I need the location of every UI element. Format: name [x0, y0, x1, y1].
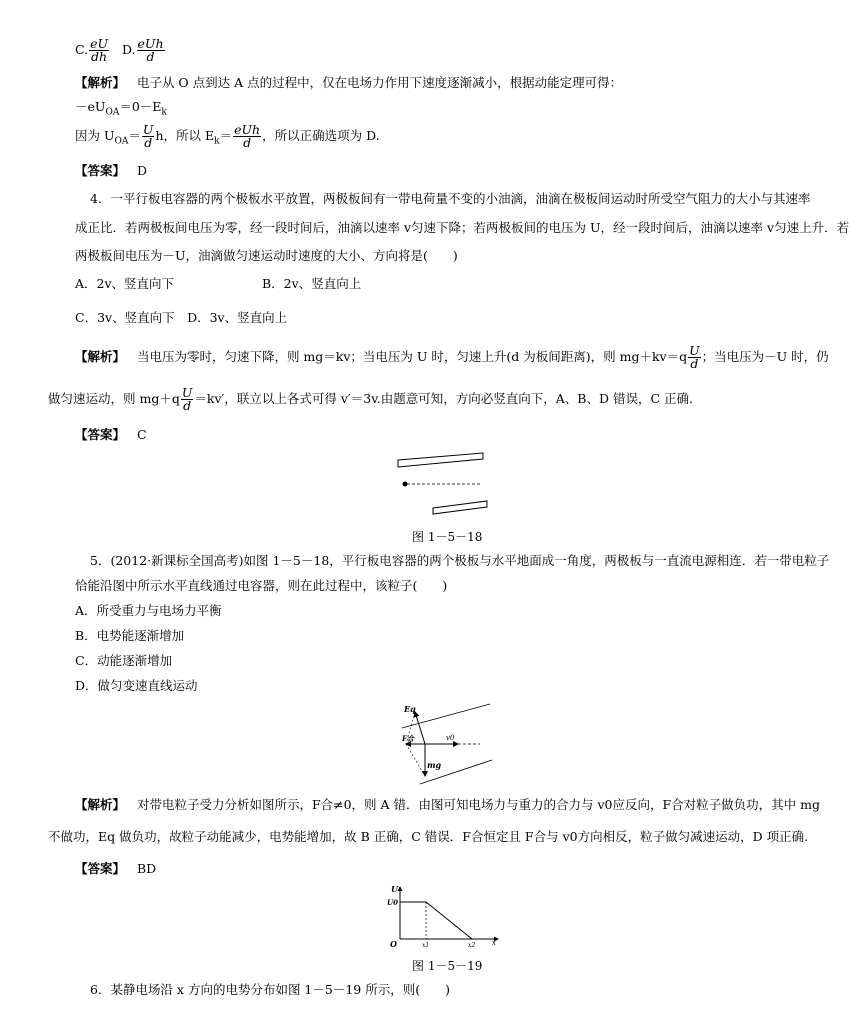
q4-analysis-line1: 【解析】 当电压为零时，匀速下降，则 mg＝kv；当电压为 U 时，匀速上升(d 为板间距离)，则 mg＋kv＝q $\frac{U}{d}$ ；当电压为－U 时，仍	[75, 343, 829, 371]
u-axis-label: U	[391, 884, 398, 894]
figure-1-5-19	[386, 884, 506, 949]
q3-analysis-line3: 因为 $U_{OA}=$ $\frac{U}{d}$ h，所以 $E_k=$ $\frac{\text{eUh}}{d}$ ，所以正确选项为 D.	[75, 122, 380, 150]
upper-plate	[398, 453, 483, 467]
analysis-text: 电子从 O 点到达 A 点的过程中，仅在电场力作用下速度逐渐减小，根据动能定理可得：	[136, 75, 623, 90]
q4-option-cd: C．3v、竖直向下 D．3v、竖直向上	[75, 310, 288, 325]
q3-options	[75, 38, 166, 63]
q5-option-d: D．做匀变速直线运动	[75, 678, 198, 693]
lower-plate	[433, 501, 487, 514]
eq-label: Eq	[404, 704, 416, 714]
q4-answer: 【答案】 C	[75, 427, 147, 442]
x1-label: x1	[422, 942, 430, 949]
particle-dot	[403, 482, 408, 487]
option-c-label: C.	[75, 42, 89, 57]
figure-1-5-19-caption: 图 1－5－19	[412, 959, 483, 973]
q5-line2: 恰能沿图中所示水平直线通过电容器，则在此过程中，该粒子( )	[75, 578, 448, 593]
figure-1-5-18	[395, 450, 495, 520]
q3-answer: 【答案】 D	[75, 163, 147, 178]
option-d-fraction: $\frac{\text{eUh}}{d}$	[137, 36, 164, 64]
q5-analysis-line1: 【解析】 对带电粒子受力分析如图所示，F合≠0，则 A 错．由图可知电场力与重力的合力与 v0应反向，F合对粒子做负功，其中 mg	[75, 797, 821, 812]
q4-line1: 4．一平行板电容器的两个极板水平放置，两极板间有一带电荷量不变的小油滴，油滴在极板间运动时所受空气阻力的大小与其速率	[90, 191, 811, 206]
q4-option-a: A．2v、竖直向下	[75, 276, 175, 291]
q3-analysis-eq: $-eU_{OA}=0-E_k$	[75, 99, 167, 118]
q5-analysis-line2: 不做功，Eq 做负功，故粒子动能减少，电势能增加，故 B 正确，C 错误．F合恒定且 F合与 v0方向相反，粒子做匀减速运动，D 项正确.	[48, 829, 809, 844]
q3-analysis-line1	[75, 75, 622, 91]
potential-curve	[400, 902, 472, 939]
fhe-label: F合	[402, 734, 414, 743]
v0-label: v0	[446, 734, 455, 742]
figure-1-5-18-caption: 图 1－5－18	[412, 530, 483, 544]
origin-label: O	[390, 939, 397, 949]
q5-line1: 5．(2012·新课标全国高考)如图 1－5－18，平行板电容器的两个极板与水平地面成一角度，两极板与一直流电源相连．若一带电粒子	[90, 553, 830, 568]
dashed-helper-2	[406, 744, 425, 776]
q5-option-c: C．动能逐渐增加	[75, 653, 173, 668]
u0-label: U0	[387, 898, 398, 907]
option-c-fraction: $\frac{eU}{dh}$	[90, 36, 109, 64]
x-axis-label: x	[492, 939, 496, 947]
q6-line1: 6．某静电场沿 x 方向的电势分布如图 1－5－19 所示，则( )	[90, 982, 450, 997]
mg-label: mg	[427, 760, 442, 770]
q5-option-b: B．电势能逐渐增加	[75, 628, 185, 643]
q5-answer: 【答案】 BD	[75, 861, 157, 876]
q5-option-a: A．所受重力与电场力平衡	[75, 603, 222, 618]
analysis-tag: 【解析】	[75, 75, 126, 90]
q4-line2: 成正比．若两极板间电压为零，经一段时间后，油滴以速率 v匀速下降；若两极板间的电压为 U，经一段时间后，油滴以速率 v匀速上升．若	[75, 220, 850, 235]
q4-option-b: B．2v、竖直向上	[262, 276, 362, 291]
q4-analysis-line2: 做匀速运动，则 mg＋q $\frac{U}{d}$ ＝kv′，联立以上各式可得 v′＝3v.由题意可知，方向必竖直向下，A、B、D 错误，C 正确.	[48, 385, 693, 413]
eq-force-arrow	[415, 712, 425, 744]
force-diagram	[400, 700, 495, 790]
option-d-label: D.	[121, 42, 136, 57]
x2-label: x2	[468, 942, 476, 949]
q4-line3: 两极板间电压为－U，油滴做匀速运动时速度的大小、方向将是( )	[75, 248, 458, 263]
